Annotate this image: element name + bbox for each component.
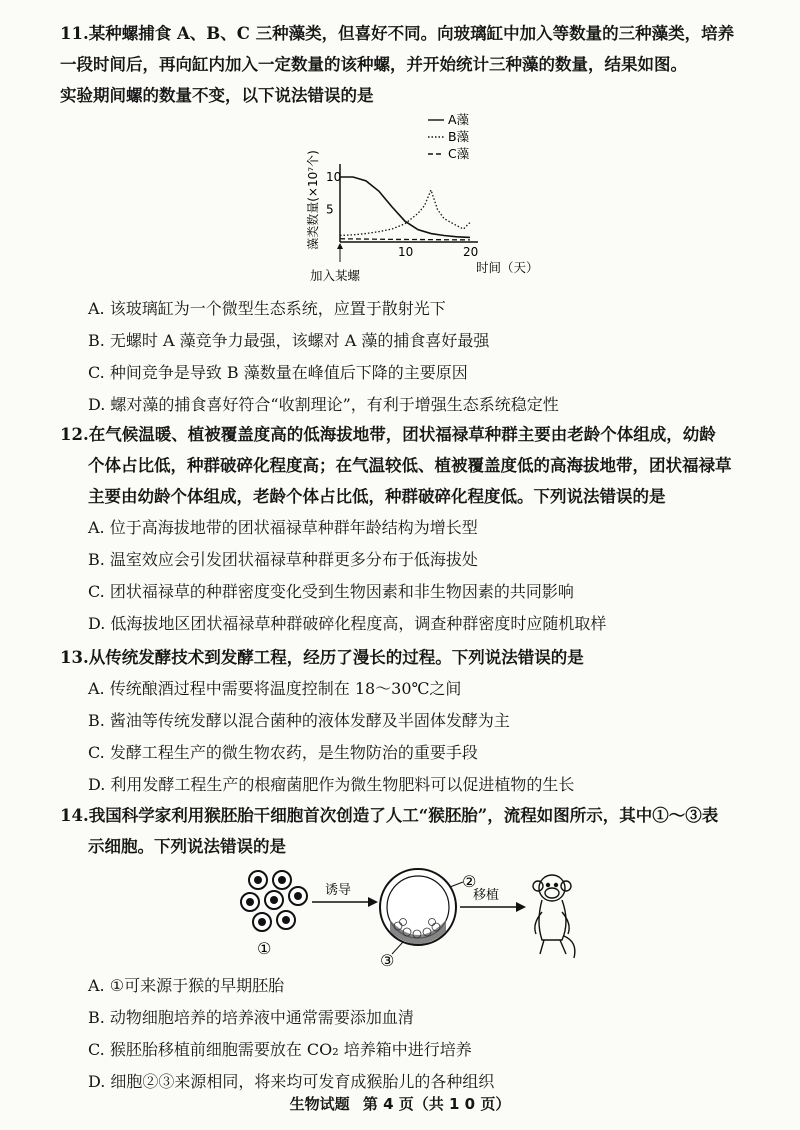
question-number: 14.	[60, 806, 89, 825]
monkey-embryo-diagram	[240, 862, 580, 972]
option-a[interactable]: A. ①可来源于猴的早期胚胎	[88, 976, 285, 995]
stem-text: 从传统发酵技术到发酵工程，经历了漫长的过程。下列说法错误的是	[88, 648, 584, 667]
series-line-C藻	[340, 239, 470, 240]
question-13-stem-line	[60, 642, 780, 673]
question-14-stem-line: 示细胞。下列说法错误的是	[88, 837, 286, 856]
question-11-stem-line	[60, 18, 780, 49]
question-11-stem-line: 实验期间螺的数量不变，以下说法错误的是	[60, 86, 374, 105]
option-c[interactable]: C. 团状福禄草的种群密度变化受到生物因素和非生物因素的共同影响	[88, 582, 574, 601]
legend-label: C藻	[448, 146, 470, 161]
question-12	[60, 419, 780, 640]
question-number: 13.	[60, 648, 89, 667]
page-number: 第 4 页（共 1 0 页）	[362, 1095, 511, 1113]
label-cell-1: ①	[257, 939, 272, 958]
question-11	[60, 18, 780, 111]
y-tick-label: 10	[326, 170, 342, 184]
arrow-head-icon	[368, 897, 378, 907]
question-12-stem-line	[60, 419, 780, 450]
algae-population-chart	[300, 112, 560, 287]
question-14-options	[60, 970, 494, 1098]
series-line-B藻	[340, 190, 470, 236]
x-axis-label: 时间（天）	[476, 260, 539, 275]
x-tick-label: 20	[463, 245, 479, 259]
option-b[interactable]: B. 酱油等传统发酵以混合菌种的液体发酵及半固体发酵为主	[88, 711, 510, 730]
x-tick-label: 10	[398, 245, 414, 259]
question-12-stem-line: 主要由幼龄个体组成，老龄个体占比低，种群破碎化程度低。下列说法错误的是	[88, 487, 666, 506]
stem-text: 在气候温暖、植被覆盖度高的低海拔地带，团状福禄草种群主要由老龄个体组成，幼龄	[88, 425, 716, 444]
option-d[interactable]: D. 低海拔地区团状福禄草种群破碎化程度高，调查种群密度时应随机取样	[88, 614, 607, 633]
option-c[interactable]: C. 猴胚胎移植前细胞需要放在 CO₂ 培养箱中进行培养	[88, 1040, 472, 1059]
option-b[interactable]: B. 动物细胞培养的培养液中通常需要添加血清	[88, 1008, 414, 1027]
option-b[interactable]: B. 无螺时 A 藻竞争力最强，该螺对 A 藻的捕食喜好最强	[88, 331, 490, 350]
label-cell-2: ②	[462, 872, 477, 891]
option-a[interactable]: A. 传统酿酒过程中需要将温度控制在 18～30℃之间	[88, 679, 462, 698]
arrow-label-induce: 诱导	[325, 883, 352, 898]
question-14-stem-line	[60, 800, 780, 831]
chart-legend	[428, 112, 470, 161]
question-number: 11.	[60, 24, 89, 43]
series-line-A藻	[340, 177, 470, 237]
page-footer	[0, 1093, 800, 1114]
legend-label: B藻	[448, 129, 470, 144]
option-a[interactable]: A. 位于高海拔地带的团状福禄草种群年龄结构为增长型	[88, 518, 478, 537]
question-number: 12.	[60, 425, 89, 444]
question-12-stem-line: 个体占比低，种群破碎化程度高；在气温较低、植被覆盖度低的高海拔地带，团状福禄草	[88, 456, 732, 475]
option-c[interactable]: C. 发酵工程生产的微生物农药，是生物防治的重要手段	[88, 743, 478, 762]
option-d[interactable]: D. 细胞②③来源相同，将来均可发育成猴胎儿的各种组织	[88, 1072, 495, 1091]
arrow-label-transplant: 移植	[473, 888, 500, 903]
artificial-embryo	[380, 869, 456, 945]
question-13	[60, 642, 780, 801]
stem-text: 某种螺捕食 A、B、C 三种藻类，但喜好不同。向玻璃缸中加入等数量的三种藻类，培养	[88, 24, 735, 43]
annotation-arrow-head	[337, 243, 343, 249]
chart-series	[340, 177, 470, 240]
option-d[interactable]: D. 利用发酵工程生产的根瘤菌肥作为微生物肥料可以促进植物的生长	[88, 775, 575, 794]
arrow-head-icon	[516, 902, 526, 912]
monkey-icon	[533, 875, 575, 958]
label-cell-3: ③	[380, 951, 395, 970]
chart-annotation: 加入某螺	[310, 268, 361, 283]
chart-axes	[326, 164, 478, 262]
question-14	[60, 800, 780, 862]
option-d[interactable]: D. 螺对藻的捕食喜好符合“收割理论”，有利于增强生态系统稳定性	[88, 395, 559, 414]
option-a[interactable]: A. 该玻璃缸为一个微型生态系统，应置于散射光下	[88, 299, 446, 318]
option-c[interactable]: C. 种间竞争是导致 B 藻数量在峰值后下降的主要原因	[88, 363, 468, 382]
stem-text: 我国科学家利用猴胚胎干细胞首次创造了人工“猴胚胎”，流程如图所示，其中①～③表	[88, 806, 719, 825]
question-11-stem-line: 一段时间后，再向缸内加入一定数量的该种螺，并开始统计三种藻的数量，结果如图。	[60, 55, 687, 74]
legend-label: A藻	[448, 112, 470, 127]
subject-title: 生物试题	[289, 1095, 350, 1113]
y-tick-label: 5	[326, 202, 334, 217]
option-b[interactable]: B. 温室效应会引发团状福禄草种群更多分布于低海拔处	[88, 550, 478, 569]
y-axis-label: 藻类数量(×10⁷个)	[306, 150, 320, 250]
question-11-options	[60, 293, 559, 421]
